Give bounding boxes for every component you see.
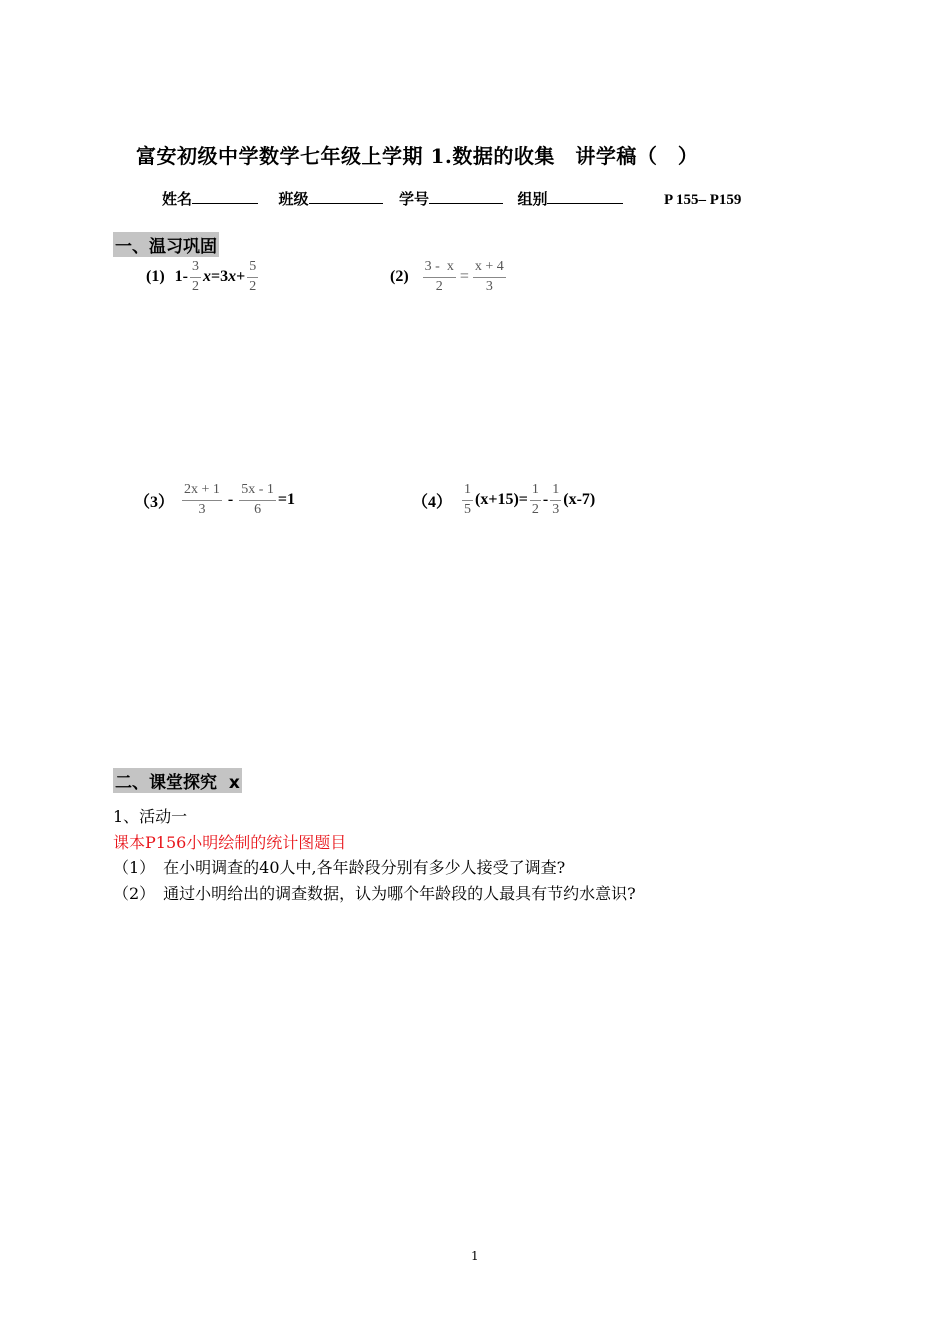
eq1-fraction-2 (247, 260, 258, 294)
eq1-f2-denominator: 2 (249, 278, 257, 294)
class-blank[interactable] (309, 190, 383, 204)
eq1-f2-numerator: 5 (249, 259, 257, 274)
eq4-fraction-1 (462, 483, 473, 517)
equation-1 (146, 260, 260, 294)
eq3-f1-denominator: 3 (198, 501, 206, 517)
eq1-label: (1) (146, 268, 165, 286)
eq1-f1-denominator: 2 (191, 278, 199, 294)
eq4-f3-numerator: 1 (552, 482, 560, 497)
eq1-var-x: x (202, 268, 211, 286)
eq4-f1-denominator: 5 (464, 501, 472, 517)
page-title: 富安初级中学数学七年级上学期 1.数据的收集 讲学稿（ ） (136, 144, 699, 168)
eq4-mid: (x+15)= (475, 491, 528, 509)
eq1-lead: 1- (174, 268, 188, 286)
eq4-minus: - (542, 491, 549, 509)
fraction-bar (423, 277, 456, 278)
textbook-reference: 课本P156小明绘制的统计图题目 (113, 833, 347, 852)
activity-label: 1、活动一 (113, 807, 188, 826)
fraction-bar (182, 500, 222, 501)
page-number: 1 (471, 1249, 479, 1263)
fraction-bar (530, 500, 541, 501)
equation-2 (390, 260, 508, 294)
fraction-bar (550, 500, 561, 501)
eq4-tail: (x-7) (563, 491, 596, 509)
number-blank[interactable] (429, 190, 503, 204)
eq2-label: (2) (390, 268, 409, 286)
eq2-f1-numerator: 3 - x (424, 259, 454, 274)
group-label: 组别 (517, 190, 548, 208)
question-1: （1） 在小明调查的40人中,各年龄段分别有多少人接受了调查? (113, 858, 566, 877)
question-2: （2） 通过小明给出的调查数据，认为哪个年龄段的人最具有节约水意识? (113, 884, 636, 903)
eq4-f3-denominator: 3 (552, 501, 560, 517)
eq4-label: （4） (412, 493, 453, 511)
eq2-f1-denominator: 2 (435, 278, 443, 294)
eq1-plus: + (236, 268, 246, 286)
eq4-fraction-3 (550, 483, 561, 517)
fraction-bar (239, 500, 276, 501)
eq3-f2-numerator: 5x - 1 (241, 482, 274, 497)
student-info-line (162, 188, 741, 209)
eq2-f2-denominator: 3 (485, 278, 493, 294)
fraction-bar (462, 500, 473, 501)
equation-4 (412, 483, 595, 517)
eq3-fraction-1 (182, 483, 222, 517)
eq2-f2-numerator: x + 4 (474, 259, 504, 274)
eq3-tail: =1 (277, 491, 296, 509)
eq2-equals: = (459, 268, 469, 286)
eq3-minus: - (227, 491, 234, 509)
eq3-f2-denominator: 6 (254, 501, 262, 517)
equation-3 (134, 483, 295, 517)
eq2-fraction-1 (423, 260, 456, 294)
fraction-bar (473, 277, 506, 278)
eq1-fraction-1 (190, 260, 201, 294)
fraction-bar (247, 277, 258, 278)
page-range: P 155– P159 (663, 192, 742, 208)
name-label: 姓名 (162, 190, 193, 208)
eq1-var-x2: x (228, 268, 237, 286)
eq1-f1-numerator: 3 (191, 259, 199, 274)
eq4-f2-denominator: 2 (531, 501, 539, 517)
group-blank[interactable] (547, 190, 623, 204)
section-review-heading: 一、温习巩固 (113, 232, 219, 257)
section-explore-heading: 二、课堂探究 x (113, 768, 242, 793)
eq3-fraction-2 (239, 483, 276, 517)
fraction-bar (190, 277, 201, 278)
class-label: 班级 (278, 190, 309, 208)
eq3-label: （3） (134, 493, 175, 511)
eq3-f1-numerator: 2x + 1 (184, 482, 220, 497)
eq4-f1-numerator: 1 (464, 482, 472, 497)
eq1-mid: =3 (210, 268, 229, 286)
eq4-f2-numerator: 1 (531, 482, 539, 497)
eq2-fraction-2 (473, 260, 506, 294)
number-label: 学号 (398, 190, 429, 208)
name-blank[interactable] (192, 190, 258, 204)
eq4-fraction-2 (530, 483, 541, 517)
